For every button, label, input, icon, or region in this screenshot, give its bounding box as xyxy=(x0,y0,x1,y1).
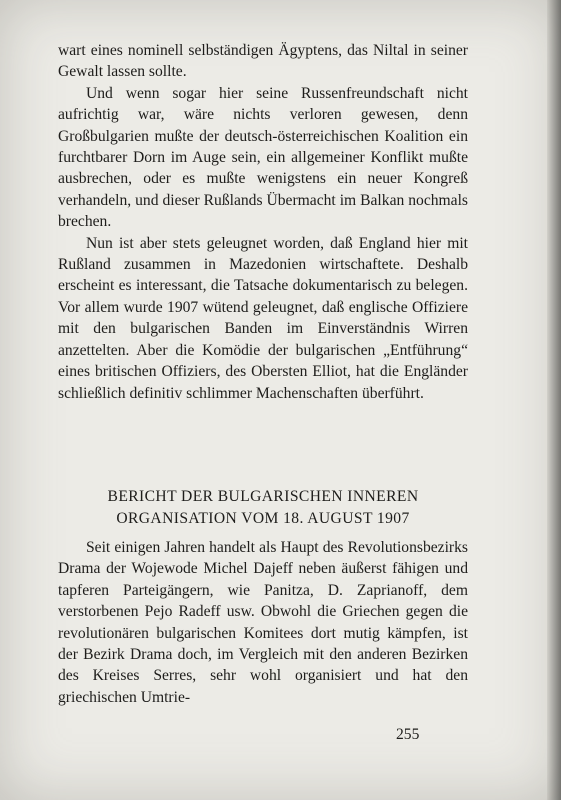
page-edge-shadow xyxy=(547,0,561,800)
page-number: 255 xyxy=(396,726,420,743)
paragraph: Seit einigen Jahren handelt als Haupt des Revolutionsbezirks Drama der Wojewode Michel Dajeff neben äußerst fähigen und tapferen Parteigängern, wie Panitza, D. Zaprianoff, dem verstorbenen Pejo Radeff usw. Obwohl die Griechen gegen die revolutionären bulgarischen Komitees dort mutig kämpfen, ist der Bezirk Drama doch, im Vergleich mit den anderen Bezirken des Kreises Serres, sehr wohl organisiert und hat den griechischen Umtrie- xyxy=(58,539,468,706)
text-block-top xyxy=(58,40,468,404)
paragraph: Nun ist aber stets geleugnet worden, daß England hier mit Rußland zusammen in Mazedonien wirtschaftete. Deshalb erscheint es interessant, die Tatsache dokumentarisch zu belegen. Vor allem wurde 1907 wütend geleugnet, daß englische Offiziere mit den bulgarischen Banden im Einverständnis Wirren anzettelten. Aber die Komödie der bulgarischen „Entführung“ eines britischen Offiziers, des Obersten Elliot, hat die Engländer schließlich definitiv schlimmer Machenschaften überführt. xyxy=(58,234,468,402)
paragraph: Und wenn sogar hier seine Russenfreundschaft nicht aufrichtig war, wäre nichts verloren gewesen, denn Großbulgarien mußte der deutsch-österreichischen Koalition ein furchtbarer Dorn im Auge sein, ein allgemeiner Konflikt mußte ausbrechen, oder es mußte wenigstens ein neuer Kongreß verhandeln, und dieser Rußlands Übermacht im Balkan nochmals brechen. xyxy=(58,84,468,231)
text-block-bottom xyxy=(58,537,468,708)
paragraph: wart eines nominell selbständigen Ägyptens, das Niltal in seiner Gewalt lassen sollte. xyxy=(58,42,468,81)
section-heading xyxy=(58,486,468,530)
section-heading-line: ORGANISATION VOM 18. AUGUST 1907 xyxy=(116,510,410,527)
section-heading-line: BERICHT DER BULGARISCHEN INNEREN xyxy=(107,488,419,505)
